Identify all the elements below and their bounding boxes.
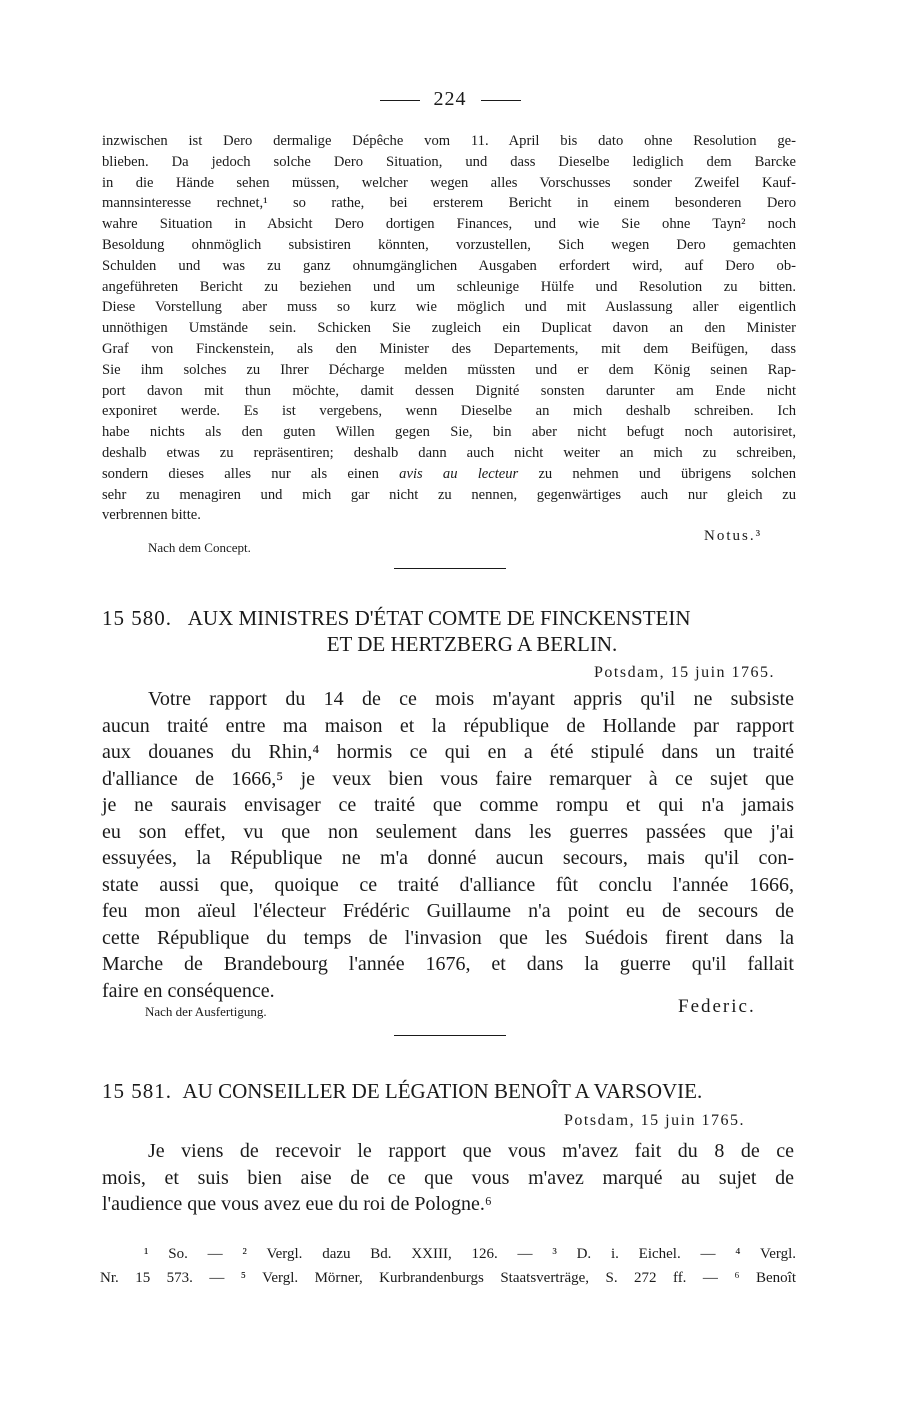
letter-15579-body — [102, 131, 796, 526]
text-line: l'audience que vous avez eue du roi de Pologne.⁶ — [102, 1193, 492, 1215]
text-line: inzwischen ist Dero dermalige Dépêche vom 11. April bis dato ohne Resolution ge- — [102, 133, 796, 149]
text-segment: zu nehmen und übrigens solchen — [538, 465, 796, 482]
page-number-left-rule — [380, 100, 420, 101]
text-line: essuyées, la République ne m'a donné aucun secours, mais qu'il con- — [102, 847, 794, 869]
text-line: habe nichts als den guten Willen gegen Sie, bin aber nicht befugt noch autorisiret, — [102, 424, 796, 441]
text-line: aucun traité entre ma maison et la république de Hollande par rapport — [102, 714, 794, 737]
text-line: unnöthigen Umstände sein. Schicken Sie zugleich ein Duplicat davon an den Minister — [102, 320, 796, 337]
text-line: Marche de Brandebourg l'année 1676, et dans la guerre qu'il fallait — [102, 953, 794, 975]
letter-15580-heading — [102, 605, 802, 657]
text-line: feu mon aïeul l'électeur Frédéric Guillaume n'a point eu de secours de — [102, 900, 794, 922]
text-line: d'alliance de 1666,⁵ je veux bien vous faire remarquer à ce sujet que — [102, 767, 794, 790]
heading-line-2: ET DE HERTZBERG A BERLIN. — [326, 632, 618, 656]
text-line: mois, et suis bien aise de ce que vous m'avez marqué au sujet de — [102, 1166, 794, 1189]
text-line: Sie ihm solches zu Ihrer Décharge melden müssten und er dem König seinen Rap- — [102, 361, 796, 378]
section-divider — [394, 1035, 506, 1036]
letter-15580-body — [102, 686, 794, 1004]
text-line: wahre Situation in Absicht Dero dortigen Finances, und wie Sie ohne Tayn² noch — [102, 216, 796, 233]
text-line: in die Hände sehen müssen, welcher wegen alles Vorschusses sonder Zweifel Kauf- — [102, 174, 796, 191]
signature: Federic. — [678, 996, 756, 1017]
source-note: Nach der Ausfertigung. — [145, 1004, 267, 1019]
page-number-text: 224 — [433, 88, 467, 110]
text-line: je ne saurais envisager ce traité que comme rompu et qui n'a jamais — [102, 794, 794, 816]
text-line: exponiret werde. Es ist vergebens, wenn Dieselbe an mich deshalb schreiben. Ich — [102, 403, 796, 420]
text-line: Schulden und was zu ganz ohnumgänglichen Ausgaben erfordert wird, auf Dero ob- — [102, 257, 796, 274]
signature: Notus.³ — [704, 528, 763, 544]
text-line: state aussi que, quoique ce traité d'alliance fût conclu l'année 1666, — [102, 873, 794, 896]
text-line: Votre rapport du 14 de ce mois m'ayant appris qu'il ne subsiste — [148, 688, 794, 710]
source-note: Nach dem Concept. — [148, 540, 251, 555]
text-line: Je viens de recevoir le rapport que vous m'avez fait du 8 de ce — [148, 1140, 794, 1162]
text-line: sehr zu menagiren und mich gar nicht zu nennen, gegenwärtiges auch nur gleich zu — [102, 486, 796, 503]
heading-line-1: AU CONSEILLER DE LÉGATION BENOÎT A VARSOVIE. — [182, 1079, 703, 1103]
page-number-right-rule — [481, 100, 521, 101]
text-line: mannsinteresse rechnet,¹ so rathe, bei ersterem Bericht in einem besonderen Dero — [102, 195, 796, 212]
heading-line-1: AUX MINISTRES D'ÉTAT COMTE DE FINCKENSTEIN — [187, 606, 691, 630]
text-line: aux douanes du Rhin,⁴ hormis ce qui en a été stipulé dans un traité — [102, 741, 794, 763]
text-line: angeführeten Bericht zu beziehen und um schleunige Hülfe und Resolution zu bitten. — [102, 278, 796, 295]
footnote-line: ¹ So. — ² Vergl. dazu Bd. XXIII, 126. — ³ D. i. Eichel. — ⁴ Vergl. — [144, 1246, 796, 1262]
text-line: blieben. Da jedoch solche Dero Situation, und dass Dieselbe lediglich dem Barcke — [102, 153, 796, 170]
text-line: eu son effet, vu que non seulement dans les guerres passées que j'ai — [102, 820, 794, 843]
text-line-mixed — [102, 464, 796, 485]
text-line: deshalb etwas zu repräsentiren; deshalb dann auch nicht weiter an mich zu schreiben, — [102, 444, 796, 461]
text-line: port davon mit thun möchte, damit dessen Dignité sonsten darunter am Ende nicht — [102, 382, 796, 399]
section-divider — [394, 568, 506, 569]
footnote-line: Nr. 15 573. — ⁵ Vergl. Mörner, Kurbrandenburgs Staatsverträge, S. 272 ff. — ⁶ Benoît — [100, 1270, 796, 1286]
text-line: verbrennen bitte. — [102, 507, 201, 524]
text-segment: sondern dieses alles nur als einen — [102, 465, 379, 482]
letter-15581-body — [102, 1138, 794, 1218]
page-number — [0, 88, 900, 111]
text-line: Graf von Finckenstein, als den Minister des Departements, mit dem Beifügen, dass — [102, 340, 796, 357]
italic-phrase: avis au lecteur — [399, 465, 519, 482]
text-line: Diese Vorstellung aber muss so kurz wie möglich und mit Auslassung aller eigentlich — [102, 299, 796, 316]
letter-number: 15 581. — [102, 1079, 172, 1103]
text-line: faire en conséquence. — [102, 979, 275, 1002]
text-line: cette République du temps de l'invasion que les Suédois firent dans la — [102, 926, 794, 949]
dateline: Potsdam, 15 juin 1765. — [564, 1112, 746, 1129]
footnotes — [100, 1242, 796, 1290]
letter-number: 15 580. — [102, 606, 172, 630]
text-line: Besoldung ohnmöglich subsistiren könnten, vorzustellen, Sich wegen Dero gemachten — [102, 236, 796, 253]
letter-15581-heading — [102, 1078, 802, 1104]
dateline: Potsdam, 15 juin 1765. — [594, 664, 776, 681]
